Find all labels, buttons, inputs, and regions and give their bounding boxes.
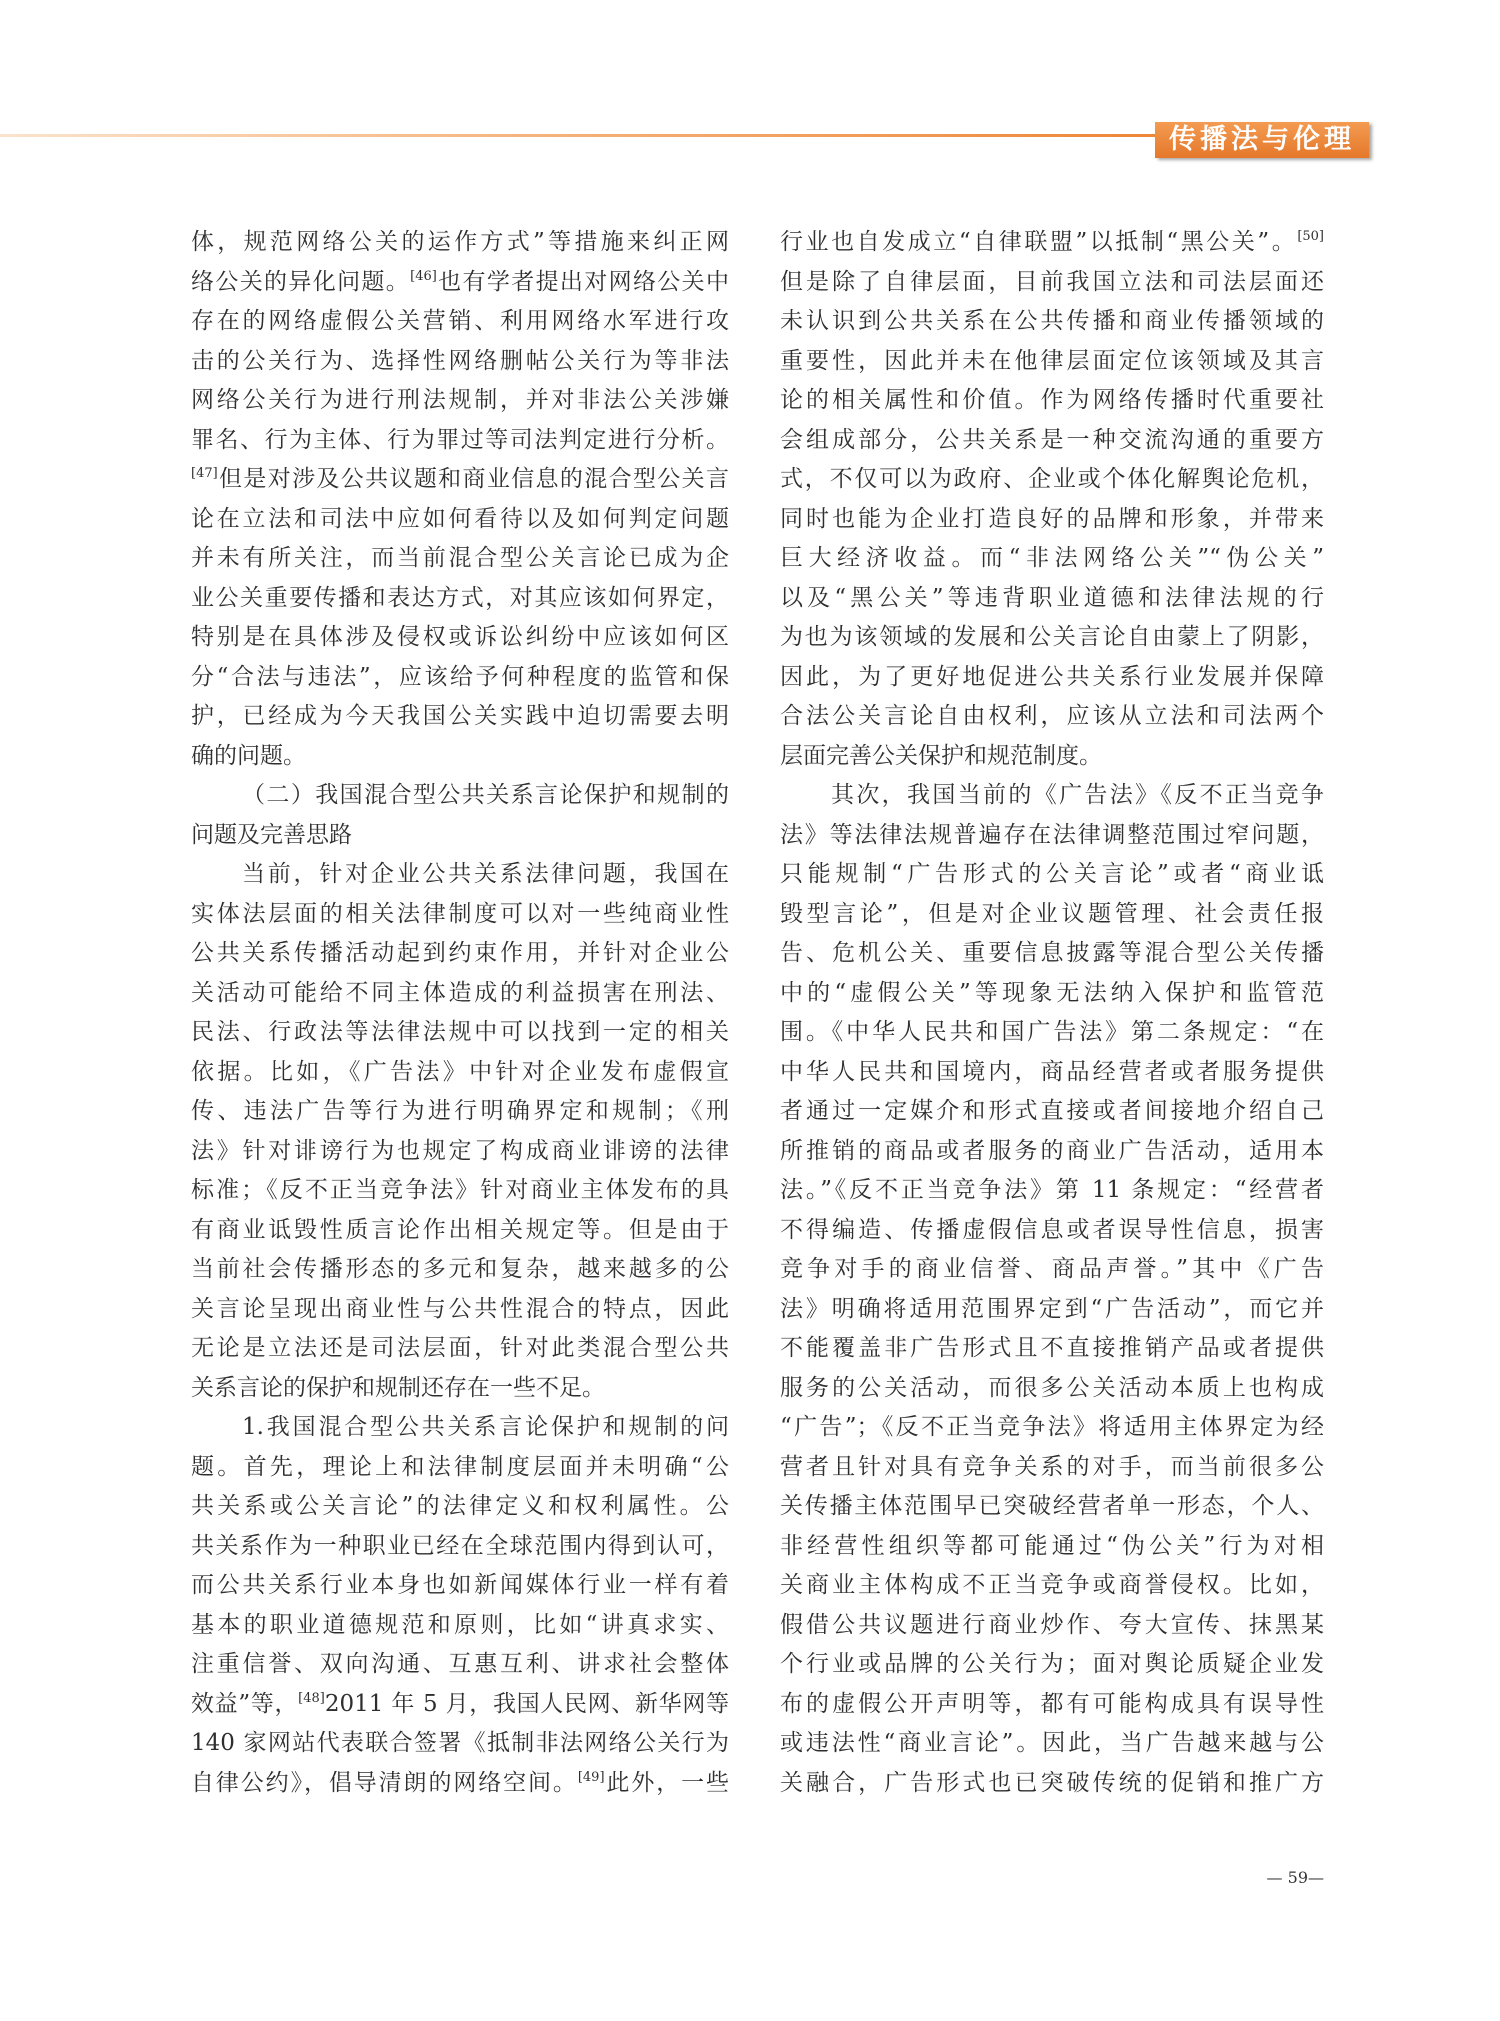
text-line [780, 539, 1324, 579]
line-text: 非经营性组织等都可能通过“伪公关”行为对相 [780, 1532, 1324, 1559]
text-line [191, 223, 729, 263]
text-line [780, 1408, 1324, 1448]
text-line [780, 776, 1324, 816]
text-line [191, 1290, 729, 1330]
text-line [191, 263, 729, 303]
text-line [191, 1329, 729, 1369]
text-line [191, 1132, 729, 1172]
text-line [780, 302, 1324, 342]
line-text: 同时也能为企业打造良好的品牌和形象，并带来 [780, 505, 1324, 532]
line-text: 分“合法与违法”，应该给予何种程度的监管和保 [191, 663, 729, 690]
citation-ref: [46] [410, 268, 437, 284]
line-text: 毁型言论”，但是对企业议题管理、社会责任报 [780, 900, 1324, 927]
line-text: 者通过一定媒介和形式直接或者间接地介绍自己 [780, 1098, 1324, 1124]
text-line [780, 1132, 1324, 1172]
line-text: 网络公关行为进行刑法规制，并对非法公关涉嫌 [191, 387, 729, 413]
text-line [191, 1645, 729, 1685]
line-text: 也有学者提出对网络公关中 [436, 268, 730, 295]
line-text: 民法、行政法等法律法规中可以找到一定的相关 [191, 1019, 729, 1045]
text-line [191, 381, 729, 421]
line-text: 重要性，因此并未在他律层面定位该领域及其言 [780, 347, 1324, 374]
text-line [780, 1329, 1324, 1369]
text-line [191, 1606, 729, 1646]
left-column [191, 223, 729, 1803]
line-text: 论在立法和司法中应如何看待以及如何判定问题 [191, 505, 729, 532]
line-text: 层面完善公关保护和规范制度。 [780, 742, 1102, 769]
line-text: 围。《中华人民共和国广告法》第二条规定：“在 [780, 1019, 1324, 1045]
line-text: 护，已经成为今天我国公关实践中迫切需要去明 [191, 703, 729, 729]
page-number: — 59— [1266, 1868, 1324, 1887]
citation-ref: [48] [298, 1690, 325, 1706]
text-line [191, 1724, 729, 1764]
text-line [191, 421, 729, 461]
text-line [780, 223, 1324, 263]
text-line [191, 1250, 729, 1290]
text-line [191, 737, 729, 777]
text-line [191, 895, 729, 935]
line-text: 存在的网络虚假公关营销、利用网络水军进行攻 [191, 308, 729, 334]
text-line [191, 579, 729, 619]
text-line [191, 816, 729, 856]
text-line [780, 1053, 1324, 1093]
line-text: 无论是立法还是司法层面，针对此类混合型公共 [191, 1335, 729, 1361]
line-text: 击的公关行为、选择性网络删帖公关行为等非法 [191, 347, 729, 374]
text-line [191, 776, 729, 816]
text-line [780, 500, 1324, 540]
text-line [780, 974, 1324, 1014]
text-line [780, 895, 1324, 935]
text-line [191, 342, 729, 382]
line-text: “广告”；《反不正当竞争法》将适用主体界定为经 [780, 1414, 1324, 1440]
text-line [191, 1369, 729, 1409]
line-text: 标准；《反不正当竞争法》针对商业主体发布的具 [191, 1177, 729, 1203]
line-text: 以及“黑公关”等违背职业道德和法律法规的行 [780, 584, 1324, 611]
line-text: 实体法层面的相关法律制度可以对一些纯商业性 [191, 900, 729, 927]
line-text: 为也为该领域的发展和公关言论自由蒙上了阴影， [780, 624, 1324, 650]
text-line [191, 974, 729, 1014]
paragraph [191, 776, 729, 855]
line-text: 1.我国混合型公共关系言论保护和规制的问 [242, 1414, 729, 1440]
line-text: 未认识到公共关系在公共传播和商业传播领域的 [780, 308, 1324, 334]
text-line [780, 1724, 1324, 1764]
line-text: 不能覆盖非广告形式且不直接推销产品或者提供 [780, 1335, 1324, 1361]
text-line [780, 934, 1324, 974]
line-text: 问题及完善思路 [191, 821, 352, 848]
line-text: 关商业主体构成不正当竞争或商誉侵权。比如， [780, 1572, 1324, 1598]
text-line [780, 1369, 1324, 1409]
text-line [780, 816, 1324, 856]
paragraph [780, 223, 1324, 776]
paragraph [191, 223, 729, 776]
text-line [780, 421, 1324, 461]
text-line [191, 1053, 729, 1093]
text-line [780, 1013, 1324, 1053]
line-text: 个行业或品牌的公关行为；面对舆论质疑企业发 [780, 1651, 1324, 1677]
text-line [191, 500, 729, 540]
line-text: 共关系作为一种职业已经在全球范围内得到认可， [191, 1532, 729, 1559]
text-line [780, 618, 1324, 658]
line-text: 布的虚假公开声明等，都有可能构成具有误导性 [780, 1690, 1324, 1717]
line-text: 竞争对手的商业信誉、商品声誉。”其中《广告 [780, 1256, 1324, 1282]
line-text: 此外，一些 [604, 1769, 730, 1796]
text-line [780, 1171, 1324, 1211]
line-text: 特别是在具体涉及侵权或诉讼纠纷中应该如何区 [191, 624, 729, 650]
text-line [780, 579, 1324, 619]
citation-ref: [50] [1297, 229, 1324, 244]
line-text: 但是除了自律层面，目前我国立法和司法层面还 [780, 268, 1324, 295]
text-line [780, 342, 1324, 382]
line-text: 关言论呈现出商业性与公共性混合的特点，因此 [191, 1295, 729, 1322]
line-text: 而公共关系行业本身也如新闻媒体行业一样有着 [191, 1572, 729, 1598]
line-text: 法》明确将适用范围界定到“广告活动”，而它并 [780, 1295, 1324, 1322]
line-text: 行业也自发成立“自律联盟”以抵制“黑公关”。 [780, 229, 1298, 255]
text-line [780, 460, 1324, 500]
text-line [780, 1092, 1324, 1132]
text-line [191, 1211, 729, 1251]
text-line [191, 1487, 729, 1527]
text-line [780, 263, 1324, 303]
line-text: 有商业诋毁性质言论作出相关规定等。但是由于 [191, 1216, 729, 1243]
line-text: （二）我国混合型公共关系言论保护和规制的 [242, 782, 729, 808]
text-line [780, 697, 1324, 737]
section-label: 传播法与伦理 [1155, 122, 1369, 158]
text-line [191, 618, 729, 658]
line-text: 法》等法律法规普遍存在法律调整范围过窄问题， [780, 821, 1324, 848]
line-text: 法。”《反不正当竞争法》第 11 条规定：“经营者 [780, 1177, 1324, 1203]
line-text: 法》针对诽谤行为也规定了构成商业诽谤的法律 [191, 1137, 729, 1164]
line-text: 当前，针对企业公共关系法律问题，我国在 [242, 861, 729, 887]
line-text: 假借公共议题进行商业炒作、夸大宣传、抹黑某 [780, 1611, 1324, 1638]
text-line [780, 1487, 1324, 1527]
text-line [191, 1171, 729, 1211]
text-line [780, 1566, 1324, 1606]
text-line [780, 1606, 1324, 1646]
line-text: 关融合，广告形式也已突破传统的促销和推广方 [780, 1769, 1324, 1796]
text-line [191, 1764, 729, 1804]
text-line [191, 658, 729, 698]
text-line [191, 460, 729, 500]
text-line [191, 1566, 729, 1606]
text-line [780, 658, 1324, 698]
text-line [780, 1685, 1324, 1725]
text-line [780, 381, 1324, 421]
text-line [780, 1290, 1324, 1330]
line-text: 只能规制“广告形式的公关言论”或者“商业诋 [780, 861, 1324, 887]
text-line [191, 539, 729, 579]
line-text: 关活动可能给不同主体造成的利益损害在刑法、 [191, 979, 729, 1006]
line-text: 但是对涉及公共议题和商业信息的混合型公关言 [217, 466, 729, 492]
text-line [191, 1527, 729, 1567]
text-line [780, 1645, 1324, 1685]
citation-ref: [47] [191, 466, 218, 481]
text-line [191, 1685, 729, 1725]
line-text: 确的问题。 [191, 742, 306, 769]
text-line [191, 855, 729, 895]
citation-ref: [49] [577, 1769, 605, 1785]
line-text: 式，不仅可以为政府、企业或个体化解舆论危机， [780, 466, 1324, 492]
line-text: 当前社会传播形态的多元和复杂，越来越多的公 [191, 1256, 729, 1282]
line-text: 效益”等， [191, 1690, 299, 1717]
text-line [191, 1092, 729, 1132]
line-text: 中华人民共和国境内，商品经营者或者服务提供 [780, 1058, 1324, 1085]
line-text: 告、危机公关、重要信息披露等混合型公关传播 [780, 940, 1324, 966]
line-text: 其次，我国当前的《广告法》《反不正当竞争 [831, 782, 1324, 808]
line-text: 2011 年 5 月，我国人民网、新华网等 [324, 1690, 729, 1717]
text-line [780, 1250, 1324, 1290]
line-text: 服务的公关活动，而很多公关活动本质上也构成 [780, 1374, 1324, 1401]
line-text: 传、违法广告等行为进行明确界定和规制；《刑 [191, 1098, 729, 1124]
text-line [191, 934, 729, 974]
line-text: 依据。比如，《广告法》中针对企业发布虚假宣 [191, 1058, 729, 1085]
line-text: 注重信誉、双向沟通、互惠互利、讲求社会整体 [191, 1651, 729, 1677]
header-rule [0, 134, 1158, 137]
line-text: 巨大经济收益。而“非法网络公关”“伪公关” [780, 545, 1324, 571]
line-text: 公共关系传播活动起到约束作用，并针对企业公 [191, 940, 729, 966]
paragraph [780, 776, 1324, 1803]
line-text: 络公关的异化问题。 [191, 268, 411, 295]
line-text: 关传播主体范围早已突破经营者单一形态，个人、 [780, 1493, 1324, 1519]
paragraph [191, 855, 729, 1408]
line-text: 因此，为了更好地促进公共关系行业发展并保障 [780, 663, 1324, 690]
line-text: 会组成部分，公共关系是一种交流沟通的重要方 [780, 426, 1324, 453]
text-line [191, 1448, 729, 1488]
line-text: 并未有所关注，而当前混合型公关言论已成为企 [191, 545, 729, 571]
line-text: 不得编造、传播虚假信息或者误导性信息，损害 [780, 1216, 1324, 1243]
right-column [780, 223, 1324, 1803]
line-text: 合法公关言论自由权利，应该从立法和司法两个 [780, 703, 1324, 729]
line-text: 共关系或公关言论”的法律定义和权利属性。公 [191, 1493, 729, 1519]
line-text: 所推销的商品或者服务的商业广告活动，适用本 [780, 1137, 1324, 1164]
text-line [780, 1448, 1324, 1488]
line-text: 罪名、行为主体、行为罪过等司法判定进行分析。 [191, 426, 729, 453]
line-text: 关系言论的保护和规制还存在一些不足。 [191, 1374, 605, 1401]
line-text: 业公关重要传播和表达方式，对其应该如何界定， [191, 584, 729, 611]
text-line [780, 1211, 1324, 1251]
line-text: 营者且针对具有竞争关系的对手，而当前很多公 [780, 1453, 1324, 1480]
text-line [780, 855, 1324, 895]
text-line [191, 697, 729, 737]
text-line [191, 302, 729, 342]
text-line [780, 737, 1324, 777]
line-text: 或违法性“商业言论”。因此，当广告越来越与公 [780, 1730, 1324, 1756]
line-text: 基本的职业道德规范和原则，比如“讲真求实、 [191, 1611, 729, 1638]
line-text: 题。首先，理论上和法律制度层面并未明确“公 [191, 1453, 729, 1480]
text-line [780, 1527, 1324, 1567]
line-text: 自律公约》，倡导清朗的网络空间。 [191, 1769, 578, 1796]
text-line [191, 1408, 729, 1448]
line-text: 论的相关属性和价值。作为网络传播时代重要社 [780, 387, 1324, 413]
line-text: 140 家网站代表联合签署《抵制非法网络公关行为 [191, 1730, 729, 1756]
text-line [191, 1013, 729, 1053]
line-text: 中的“虚假公关”等现象无法纳入保护和监管范 [780, 979, 1324, 1006]
text-line [780, 1764, 1324, 1804]
paragraph [191, 1408, 729, 1803]
line-text: 体，规范网络公关的运作方式”等措施来纠正网 [191, 229, 729, 255]
